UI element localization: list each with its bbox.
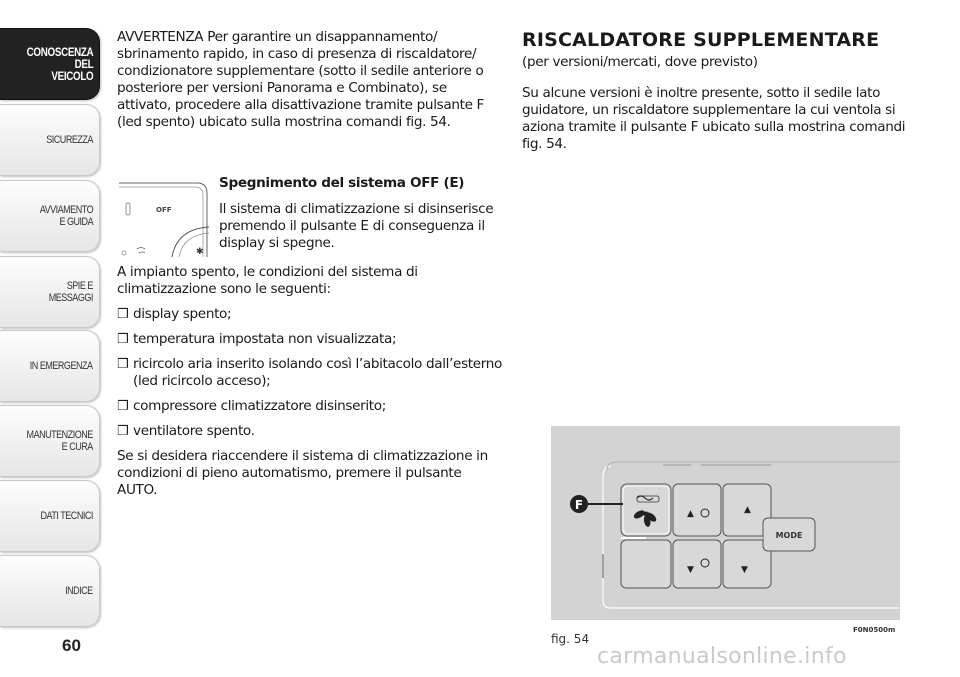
tab-spie-e-messaggi[interactable] xyxy=(0,256,100,328)
list-item-text: ricircolo aria inserito isolando così l’abitacolo dall’esterno (led ricircolo acceso); xyxy=(133,356,503,389)
conditions-intro: A impianto spento, le condizioni del sistema di climatizzazione sono le seguenti: xyxy=(117,264,418,297)
list-item xyxy=(117,356,505,390)
svg-text:▼: ▼ xyxy=(687,565,694,575)
bullet-icon: ❒ xyxy=(117,399,129,414)
off-section xyxy=(219,175,504,252)
right-column xyxy=(522,29,912,153)
figure-54-illustration xyxy=(551,426,900,620)
tab-avviamento-e-guida[interactable] xyxy=(0,180,100,252)
left-column xyxy=(117,29,502,131)
figure-code: F0N0500m xyxy=(853,626,896,634)
off-label: OFF xyxy=(156,206,172,214)
section-subtitle: (per versioni/mercati, dove previsto) xyxy=(522,54,758,70)
bullet-icon: ❒ xyxy=(117,332,129,347)
tab-conoscenza-del-veicolo[interactable] xyxy=(0,28,100,100)
section-body: Su alcune versioni è inoltre presente, sotto il sedile lato guidatore, un riscaldatore supplementare la cui ventola si aziona tramite il pulsante F ubicato sulla mostrina comandi fig. 54. xyxy=(522,85,906,152)
bullet-icon: ❒ xyxy=(117,424,129,439)
tab-label: SICUREZZA xyxy=(46,134,93,146)
page-number: 60 xyxy=(62,636,81,655)
tab-label: MANUTENZIONE E CURA xyxy=(26,429,93,453)
tab-label: AVVIAMENTO E GUIDA xyxy=(39,204,93,228)
tab-label: INDICE xyxy=(65,585,93,597)
svg-text:▲: ▲ xyxy=(744,505,751,515)
tab-dati-tecnici[interactable] xyxy=(0,480,100,552)
figure-caption: fig. 54 xyxy=(551,632,590,646)
tab-label: SPIE E MESSAGGI xyxy=(48,280,93,304)
closing-paragraph: Se si desidera riaccendere il sistema di climatizzazione in condizioni di pieno automatismo, premere il pulsante AUTO. xyxy=(117,448,488,498)
control-panel-thumbnail xyxy=(117,163,209,257)
list-item-text: temperatura impostata non visualizzata; xyxy=(133,331,397,347)
tab-label: CONOSCENZA DEL VEICOLO xyxy=(26,45,93,83)
svg-text:▲: ▲ xyxy=(687,509,694,519)
off-subheading: Spegnimento del sistema OFF (E) xyxy=(219,175,465,191)
tab-label: DATI TECNICI xyxy=(40,510,93,522)
tab-label: IN EMERGENZA xyxy=(30,360,93,372)
list-item-text: compressore climatizzatore disinserito; xyxy=(133,398,386,414)
bullet-icon: ❒ xyxy=(117,307,129,322)
watermark: carmanualsonline.info xyxy=(597,644,847,669)
callout-f-label: F xyxy=(574,498,584,512)
mode-button-label: MODE xyxy=(775,531,803,540)
svg-text:▼: ▼ xyxy=(741,565,748,575)
list-item xyxy=(117,423,505,440)
section-title: RISCALDATORE SUPPLEMENTARE xyxy=(522,29,880,51)
list-item-text: ventilatore spento. xyxy=(133,423,255,439)
conditions-section xyxy=(117,264,505,499)
warning-paragraph: AVVERTENZA Per garantire un disappannamento/ sbrinamento rapido, in caso di presenza di riscaldatore/ condizionatore supplementare (sotto il sedile anteriore o posteriore per versioni Panorama e Combinato), se attivato, procedere alla disattivazione tramite pulsante F (led spento) ubicato sulla mostrina comandi fig. 54. xyxy=(117,29,485,130)
bullet-icon: ❒ xyxy=(117,357,129,372)
tab-indice[interactable] xyxy=(0,555,100,627)
off-text: Il sistema di climatizzazione si disinserisce premendo il pulsante E di conseguenza il display si spegne. xyxy=(219,201,494,251)
list-item xyxy=(117,331,505,348)
tab-sicurezza[interactable] xyxy=(0,104,100,176)
tab-in-emergenza[interactable] xyxy=(0,330,100,402)
tab-manutenzione-e-cura[interactable] xyxy=(0,405,100,477)
list-item xyxy=(117,398,505,415)
list-item-text: display spento; xyxy=(133,306,232,322)
svg-text:✱: ✱ xyxy=(196,247,204,257)
list-item xyxy=(117,306,505,323)
